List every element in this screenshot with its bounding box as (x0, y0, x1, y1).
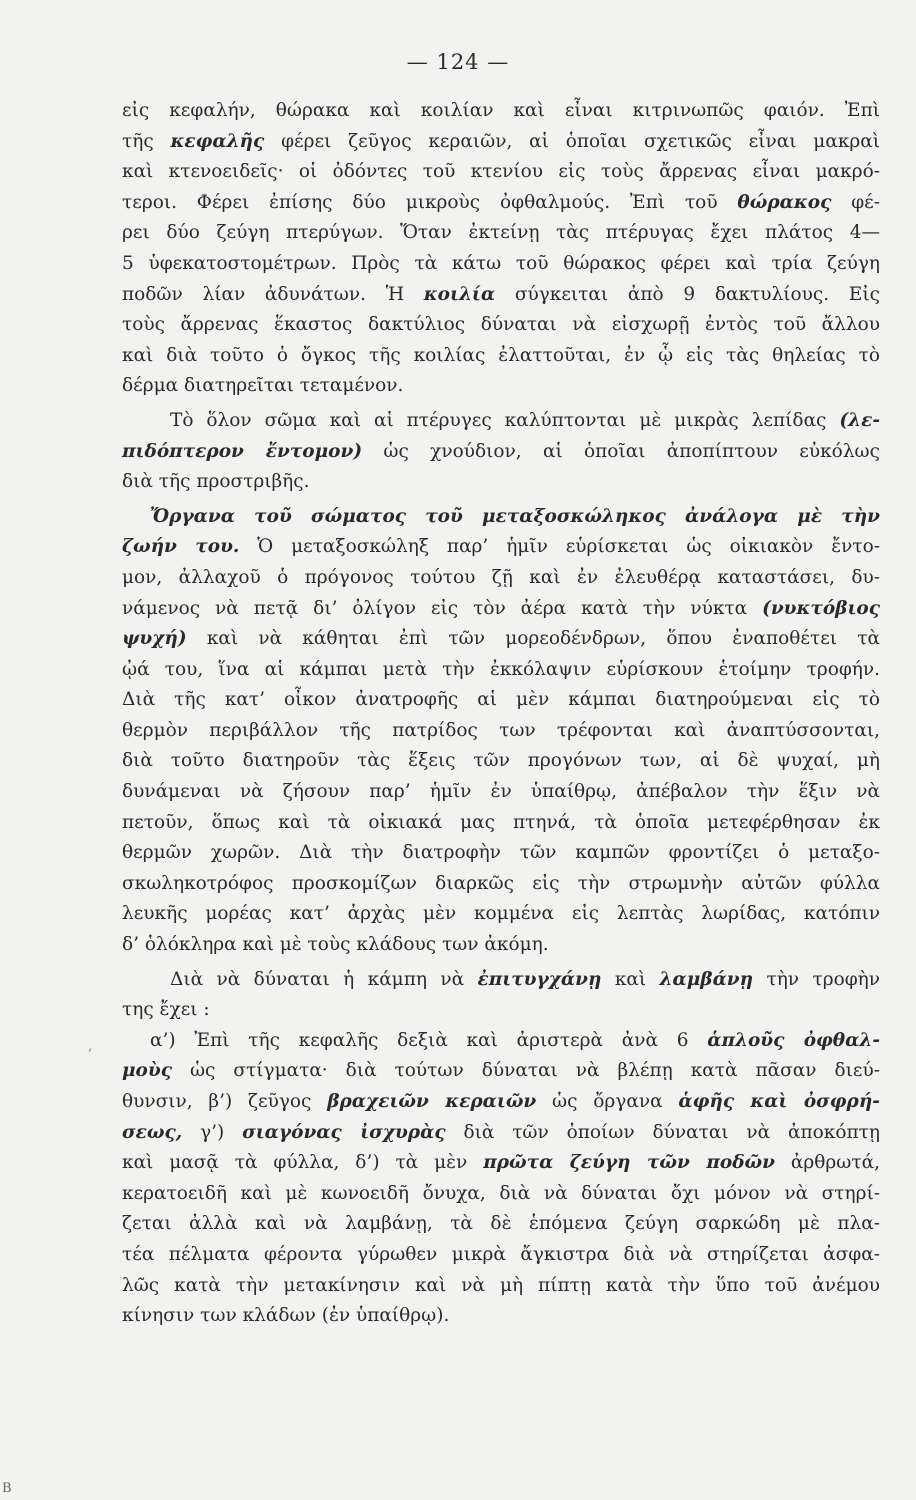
text-run: γ’) (182, 1121, 243, 1143)
text-run: φέρει ζεῦγος κεραιῶν, αἱ ὁποῖαι σχετικῶς εἶναι μακραὶ (264, 130, 881, 152)
text-run: δέρμα διατηρεῖται τεταμένον. (122, 375, 404, 397)
text-run: ἀρθρωτά, (775, 1152, 880, 1174)
text-run: ρει δύο ζεύγη πτερύγων. Ὅταν ἐκτείνῃ τὰς πτέρυγας ἔχει πλάτος 4— (122, 222, 880, 244)
emphasized-text: θώρακος (737, 191, 832, 213)
emphasized-text: σιαγόνας ἰσχυρὰς (242, 1121, 446, 1143)
text-run: τὴν τροφὴν (753, 968, 880, 990)
emphasized-text: ἐπιτυγχάνῃ (477, 968, 602, 990)
text-line (122, 930, 880, 961)
text-line (122, 249, 880, 280)
emphasized-text: Ὄργανα τοῦ σώματος τοῦ μεταξοσκώληκος ἀνάλογα μὲ τὴν (150, 505, 880, 527)
text-run: Διὰ νὰ δύναται ἡ κάμπη νὰ (170, 968, 478, 990)
text-line (122, 1026, 880, 1057)
body-text (122, 96, 880, 1332)
text-line (122, 310, 880, 341)
emphasized-text: ζωήν του. (122, 536, 240, 558)
text-line (122, 655, 880, 686)
text-line (122, 371, 880, 402)
text-run: λευκῆς μορέας κατ’ ἀρχὰς μὲν κομμένα εἰς λεπτὰς λωρίδας, κατόπιν (122, 903, 880, 925)
text-run: νάμενος νὰ πετᾷ δι’ ὀλίγον εἰς τὸν ἀέρα κατὰ τὴν νύκτα (122, 597, 763, 619)
text-line (122, 1179, 880, 1210)
text-line (122, 157, 880, 188)
text-run: καὶ νὰ κάθηται ἐπὶ τῶν μορεοδένδρων, ὅπου ἐναποθέτει τὰ (186, 628, 880, 650)
text-run: κερατοειδῆ καὶ μὲ κωνοειδῆ ὄνυχα, διὰ νὰ δύναται ὄχι μόνον νὰ στηρί- (122, 1182, 880, 1204)
text-line (122, 838, 880, 869)
text-run: τοὺς ἄρρενας ἕκαστος δακτύλιος δύναται νὰ εἰσχωρῇ ἐντὸς τοῦ ἄλλου (122, 314, 880, 336)
text-line (122, 746, 880, 777)
text-run: ποδῶν λίαν ἀδυνάτων. Ἡ (122, 283, 424, 305)
text-run: ᾠά του, ἵνα αἱ κάμπαι μετὰ τὴν ἐκκόλαψιν εὑρίσκουν ἑτοίμην τροφήν. (122, 658, 880, 680)
text-line (122, 1087, 880, 1118)
text-line (122, 808, 880, 839)
text-run: μον, ἀλλαχοῦ ὁ πρόγονος τούτου ζῇ καὶ ἐν ἐλευθέρᾳ καταστάσει, δυ- (122, 566, 880, 588)
text-line (122, 685, 880, 716)
text-line (122, 716, 880, 747)
text-line (122, 1148, 880, 1179)
emphasized-text: (λε- (839, 409, 880, 431)
text-run: φέ- (831, 191, 880, 213)
emphasized-text: κοιλία (423, 283, 496, 305)
emphasized-text: πρῶτα ζεύγη τῶν ποδῶν (483, 1152, 775, 1174)
page-number: — 124 — (406, 50, 510, 74)
text-run: ὡς ὄργανα (536, 1091, 679, 1112)
emphasized-text: μοὺς (122, 1060, 172, 1082)
text-line (122, 1209, 880, 1240)
emphasized-text: σεως, (122, 1121, 183, 1143)
text-line (122, 96, 880, 127)
text-line (122, 127, 880, 158)
emphasized-text: ἁπλοῦς ὀφθαλ- (707, 1029, 881, 1051)
text-run: τεροι. Φέρει ἐπίσης δύο μικροὺς ὀφθαλμούς. Ἐπὶ τοῦ (122, 191, 738, 213)
text-run: Διὰ τῆς κατ’ οἶκον ἀνατροφῆς αἱ μὲν κάμπαι διατηρούμεναι εἰς τὸ (122, 689, 880, 711)
text-run: σκωληκοτρόφος προσκομίζων διαρκῶς εἰς τὴν στρωμνὴν αὐτῶν φύλλα (122, 872, 880, 894)
emphasized-text: ψυχή) (122, 628, 187, 650)
text-line (122, 1271, 880, 1302)
text-run: καὶ διὰ τοῦτο ὁ ὄγκος τῆς κοιλίας ἐλαττοῦται, ἐν ᾧ εἰς τὰς θηλείας τὸ (122, 344, 880, 366)
text-run: Ὁ μεταξοσκώληξ παρ’ ἡμῖν εὑρίσκεται ὡς οἰκιακὸν ἔντο- (239, 536, 880, 558)
text-line (122, 1240, 880, 1271)
text-line (122, 965, 880, 996)
text-run: ὡς χνούδιον, αἱ ὁποῖαι ἀποπίπτουν εὐκόλως (362, 440, 880, 462)
emphasized-text: λαμβάνῃ (659, 968, 754, 990)
text-run: λῶς κατὰ τὴν μετακίνησιν καὶ νὰ μὴ πίπτῃ κατὰ τὴν ὕπο τοῦ ἀνέμου (122, 1274, 880, 1296)
text-run: δυνάμεναι νὰ ζήσουν παρ’ ἡμῖν ἐν ὑπαίθρῳ, ἀπέβαλον τὴν ἕξιν νὰ (122, 781, 880, 803)
text-run: θερμὸν περιβάλλον τῆς πατρίδος των τρέφονται καὶ ἀναπτύσσονται, (122, 719, 880, 741)
emphasized-text: πιδόπτερον ἔντομον) (122, 440, 363, 462)
text-line (122, 406, 880, 437)
text-line (122, 218, 880, 249)
text-run: α’) Ἐπὶ τῆς κεφαλῆς δεξιὰ καὶ ἀριστερὰ ἀνὰ 6 (150, 1029, 708, 1051)
text-run: θερμῶν χωρῶν. Διὰ τὴν διατροφὴν τῶν καμπῶν φροντίζει ὁ μεταξο- (122, 842, 880, 864)
text-line (122, 594, 880, 625)
text-run: καὶ (601, 968, 660, 990)
text-run: κίνησιν των κλάδων (ἐν ὑπαίθρῳ). (122, 1305, 450, 1327)
text-line (122, 777, 880, 808)
text-run: διὰ τοῦτο διατηροῦν τὰς ἕξεις τῶν προγόνων των, αἱ δὲ ψυχαί, μὴ (122, 750, 880, 772)
text-run: διὰ τῶν ὁποίων δύναται νὰ ἀποκόπτῃ (445, 1121, 880, 1143)
text-line (122, 624, 880, 655)
text-line (122, 467, 880, 498)
text-run: τέα πέλματα φέροντα γύρωθεν μικρὰ ἄγκιστρα διὰ νὰ στηρίζεται ἀσφα- (122, 1243, 880, 1265)
text-run: της ἔχει : (122, 999, 210, 1021)
text-line (122, 1056, 880, 1087)
text-line (122, 437, 880, 468)
text-run: διὰ τῆς προστριβῆς. (122, 471, 310, 493)
text-run: ὡς στίγματα· διὰ τούτων δύναται νὰ βλέπῃ κατὰ πᾶσαν διεύ- (171, 1060, 880, 1082)
emphasized-text: ἁφῆς καὶ ὀσφρή- (678, 1091, 880, 1112)
emphasized-text: (νυκτόβιος (762, 597, 880, 619)
text-line (122, 1118, 880, 1149)
text-line (122, 1301, 880, 1332)
text-run: καὶ κτενοειδεῖς· οἱ ὀδόντες τοῦ κτενίου εἰς τοὺς ἄρρενας εἶναι μακρό- (122, 161, 880, 183)
text-line (122, 341, 880, 372)
text-run: ζεται ἀλλὰ καὶ νὰ λαμβάνῃ, τὰ δὲ ἑπόμενα ζεύγη σαρκώδη μὲ πλα- (122, 1213, 880, 1235)
text-run: καὶ μασᾷ τὰ φύλλα, δ’) τὰ μὲν (122, 1152, 484, 1174)
emphasized-text: κεφαλῆς (170, 130, 265, 152)
text-line (122, 563, 880, 594)
margin-mark: ‚ (88, 1038, 93, 1054)
text-line (122, 188, 880, 219)
text-line (122, 995, 880, 1026)
text-line (122, 532, 880, 563)
text-line (122, 899, 880, 930)
text-run: σύγκειται ἀπὸ 9 δακτυλίους. Εἰς (495, 283, 880, 305)
text-run: πετοῦν, ὅπως καὶ τὰ οἰκιακά μας πτηνά, τὰ ὁποῖα μετεφέρθησαν ἐκ (122, 811, 880, 833)
text-run: 5 ὑφεκατοστομέτρων. Πρὸς τὰ κάτω τοῦ θώρακος φέρει καὶ τρία ζεύγη (122, 252, 880, 274)
text-run: θυνσιν, β’) ζεῦγος (122, 1091, 328, 1112)
corner-mark: B (2, 1481, 12, 1496)
text-run: τῆς (122, 130, 171, 152)
text-run: Τὸ ὅλον σῶμα καὶ αἱ πτέρυγες καλύπτονται μὲ μικρὰς λεπίδας (170, 409, 840, 431)
text-line (122, 280, 880, 311)
text-run: εἰς κεφαλήν, θώρακα καὶ κοιλίαν καὶ εἶναι κιτρινωπῶς φαιόν. Ἐπὶ (122, 100, 880, 121)
text-run: δ’ ὁλόκληρα καὶ μὲ τοὺς κλάδους των ἀκόμη. (122, 934, 549, 956)
emphasized-text: βραχειῶν κεραιῶν (327, 1091, 537, 1112)
text-line (122, 502, 880, 533)
text-line (122, 869, 880, 900)
